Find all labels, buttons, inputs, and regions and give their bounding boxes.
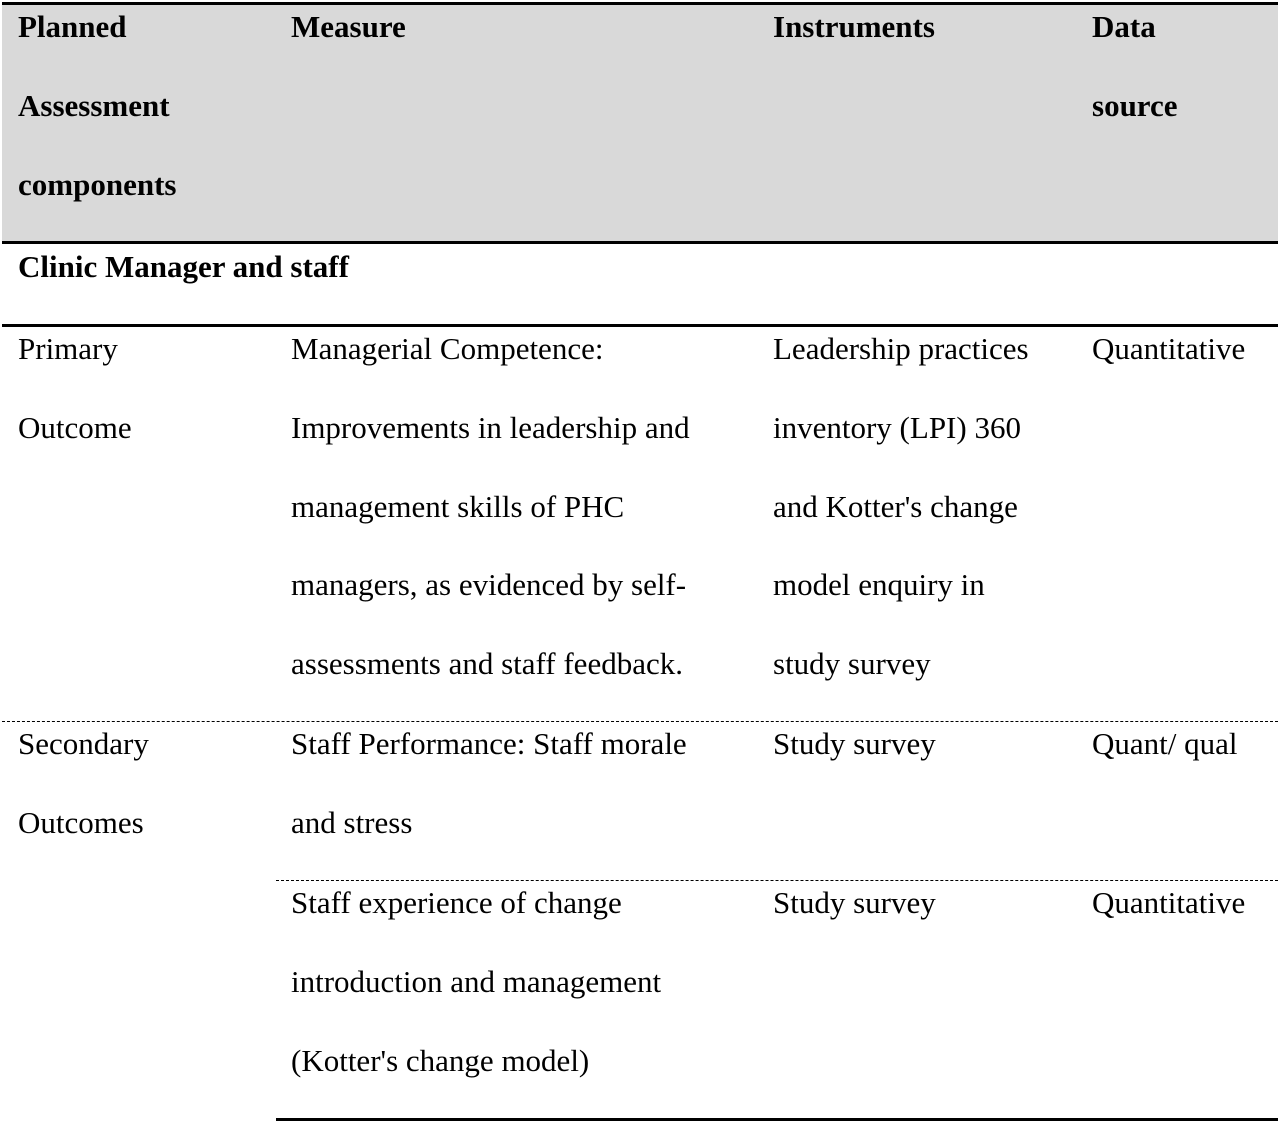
header-line: Measure: [291, 9, 406, 44]
cell-line: (Kotter's change model): [291, 1042, 590, 1078]
header-line: Data: [1092, 9, 1156, 44]
cell-line: Staff Performance: Staff morale: [291, 726, 687, 761]
cell-line: Quantitative: [1092, 885, 1246, 920]
cell-line: Outcomes: [18, 804, 144, 840]
cell-line: Primary: [18, 331, 118, 366]
table-row-primary-component: [18, 310, 132, 468]
table-row-experience-instruments: [773, 864, 936, 943]
cell-line: Secondary: [18, 726, 149, 761]
section-title: Clinic Manager and staff: [18, 249, 349, 284]
header-planned-assessment-components: [18, 0, 176, 224]
header-line: Planned: [18, 9, 127, 44]
header-line: Instruments: [773, 9, 935, 44]
table-row-secondary-instruments: [773, 705, 936, 784]
cell-line: Quant/ qual: [1092, 726, 1238, 761]
table-row-primary-measure: [291, 310, 690, 704]
table-row-secondary-component: [18, 705, 149, 863]
cell-line: Study survey: [773, 885, 936, 920]
cell-line: Study survey: [773, 726, 936, 761]
cell-line: Leadership practices: [773, 331, 1029, 366]
header-instruments: [773, 0, 935, 67]
cell-line: Staff experience of change: [291, 885, 622, 920]
cell-line: managers, as evidenced by self-: [291, 567, 687, 603]
header-measure: [291, 0, 406, 67]
cell-line: model enquiry in: [773, 567, 985, 603]
cell-line: study survey: [773, 646, 931, 682]
cell-line: Improvements in leadership and: [291, 409, 690, 445]
cell-line: and stress: [291, 804, 413, 840]
cell-line: Outcome: [18, 409, 132, 445]
cell-line: management skills of PHC: [291, 488, 625, 524]
cell-line: Quantitative: [1092, 331, 1246, 366]
table-row-secondary-data-source: [1092, 705, 1238, 784]
table-row-secondary-measure: [291, 705, 687, 863]
header-line: source: [1092, 87, 1178, 123]
cell-line: assessments and staff feedback.: [291, 646, 683, 682]
table-header-background: [2, 4, 1278, 242]
table-row-experience-data-source: [1092, 864, 1245, 943]
cell-line: introduction and management: [291, 963, 662, 999]
table-row-primary-instruments: [773, 310, 1029, 704]
cell-line: Managerial Competence:: [291, 331, 604, 366]
cell-line: inventory (LPI) 360: [773, 409, 1021, 445]
table-bottom-rule: [276, 1118, 1278, 1121]
cell-line: and Kotter's change: [773, 488, 1018, 524]
header-data-source: [1092, 0, 1178, 146]
table-row-primary-data-source: [1092, 310, 1245, 389]
header-line: components: [18, 166, 177, 202]
header-line: Assessment: [18, 87, 170, 123]
table-row-experience-measure: [291, 864, 661, 1100]
table-top-rule: [2, 2, 1278, 5]
